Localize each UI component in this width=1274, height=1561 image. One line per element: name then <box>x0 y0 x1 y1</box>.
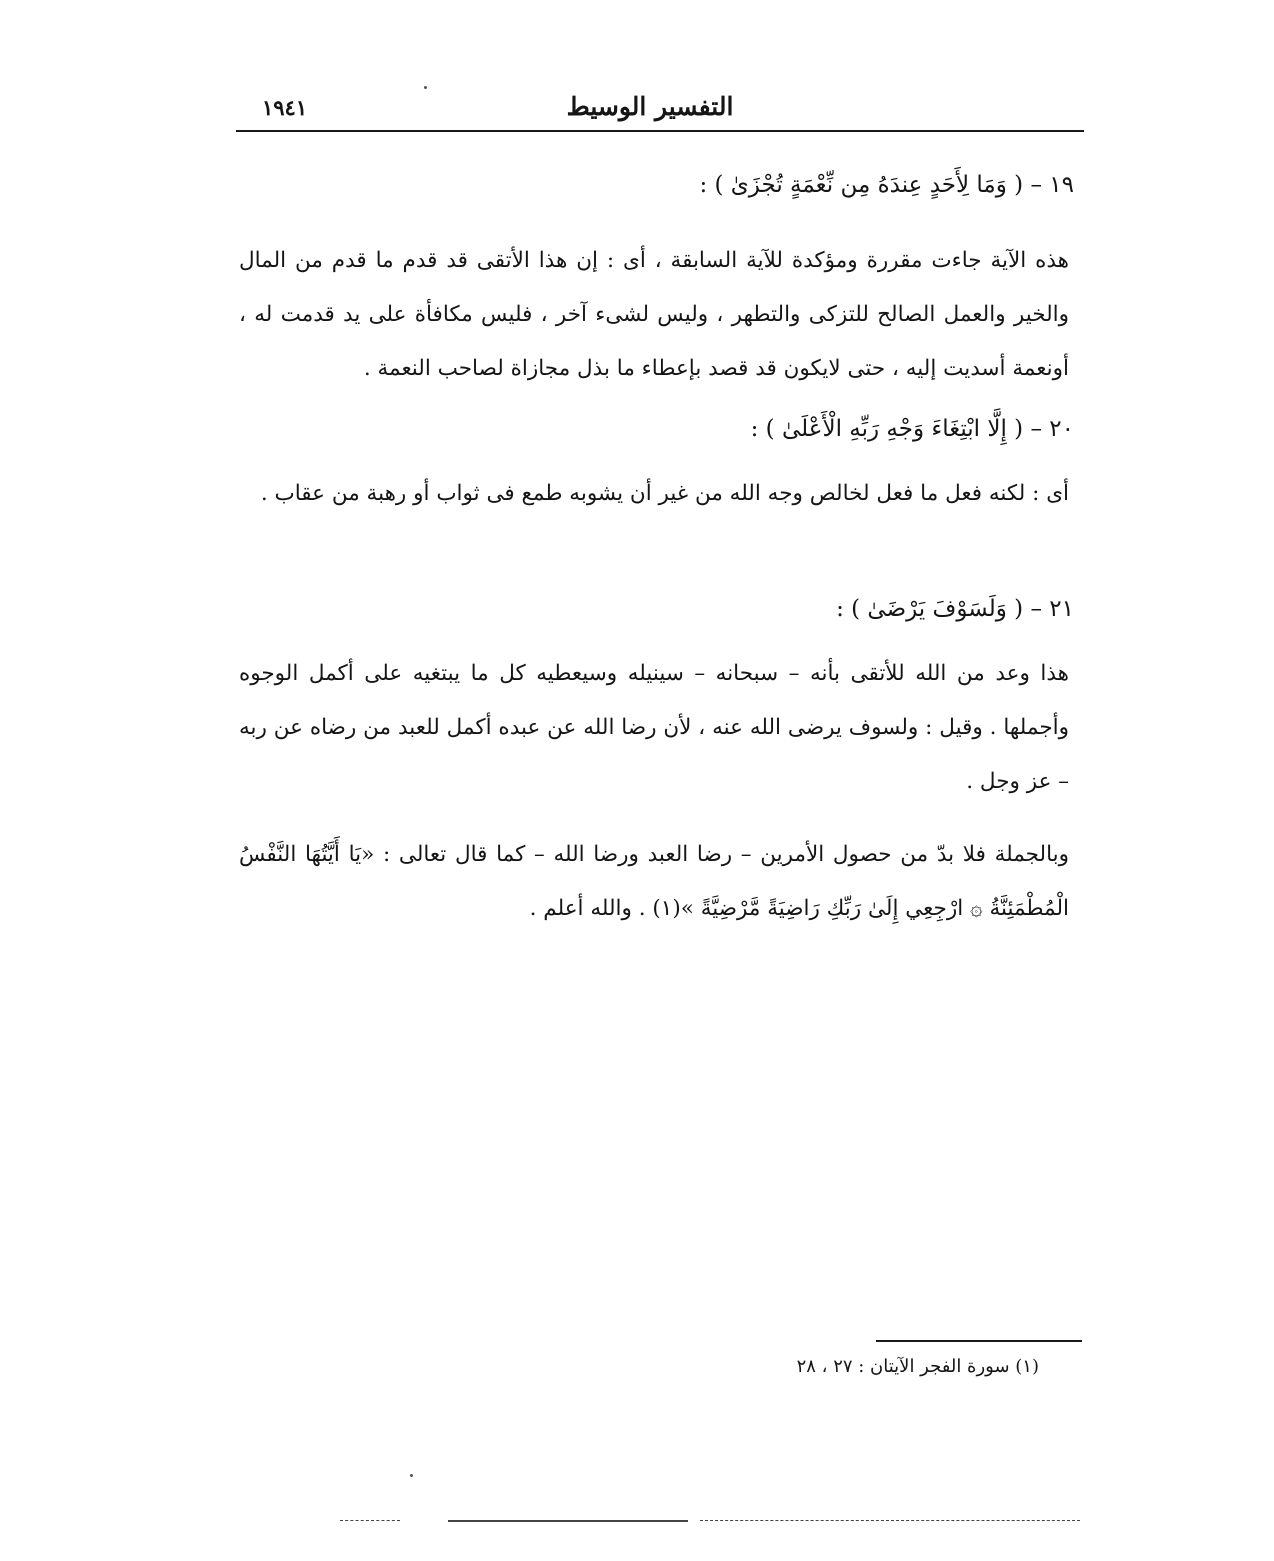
commentary-paragraph: هذه الآية جاءت مقررة ومؤكدة للآية السابقة ، أى : إن هذا الأتقى قد قدم ما قدم من المال والخير والعمل الصالح للتزكى والتطهر ، وليس لشىء آخر ، فليس مكافأة على يد قدمت له ، أونعمة أسديت إليه ، حتى لايكون قد قصد بإعطاء ما بذل مجازاة لصاحب النعمة . <box>239 248 1070 381</box>
verse-heading: ١٩ – ( وَمَا لِأَحَدٍ عِندَهُ مِن نِّعْمَةٍ تُجْزَىٰ ) : <box>699 172 1074 198</box>
header-divider <box>236 130 1084 132</box>
page-title: التفسير الوسيط <box>566 92 734 121</box>
commentary-paragraph: أى : لكنه فعل ما فعل لخالص وجه الله من غير أن يشوبه طمع فى ثواب أو رهبة من عقاب . <box>260 481 1069 506</box>
footnote: (١) سورة الفجر الآيتان : ٢٧ ، ٢٨ <box>796 1356 1039 1377</box>
scan-speck <box>424 86 427 89</box>
verse-heading: ٢١ – ( وَلَسَوْفَ يَرْضَىٰ ) : <box>836 596 1074 622</box>
scan-edge-mark <box>340 1520 400 1521</box>
closing-paragraph: وبالجملة فلا بدّ من حصول الأمرين – رضا العبد ورضا الله – كما قال تعالى : «يَا أَيَّتُهَا النَّفْسُ الْمُطْمَئِنَّةُ ۞ ارْجِعِي إِلَىٰ رَبِّكِ رَاضِيَةً مَّرْضِيَّةً »(١) . والله أعلم . <box>239 842 1069 921</box>
page-number: ١٩٤١ <box>262 95 308 120</box>
verse-heading: ٢٠ – ( إِلَّا ابْتِغَاءَ وَجْهِ رَبِّهِ الْأَعْلَىٰ ) : <box>750 416 1074 442</box>
footnote-divider <box>876 1340 1082 1342</box>
scan-speck <box>410 1474 413 1477</box>
scan-edge-mark <box>700 1520 1080 1521</box>
scan-edge-mark <box>448 1520 688 1522</box>
commentary-paragraph: هذا وعد من الله للأتقى بأنه – سبحانه – سينيله وسيعطيه كل ما يبتغيه على أكمل الوجوه وأجملها . وقيل : ولسوف يرضى الله عنه ، لأن رضا الله عن عبده أكمل للعبد من رضاه عن ربه – عز وجل . <box>239 661 1069 794</box>
